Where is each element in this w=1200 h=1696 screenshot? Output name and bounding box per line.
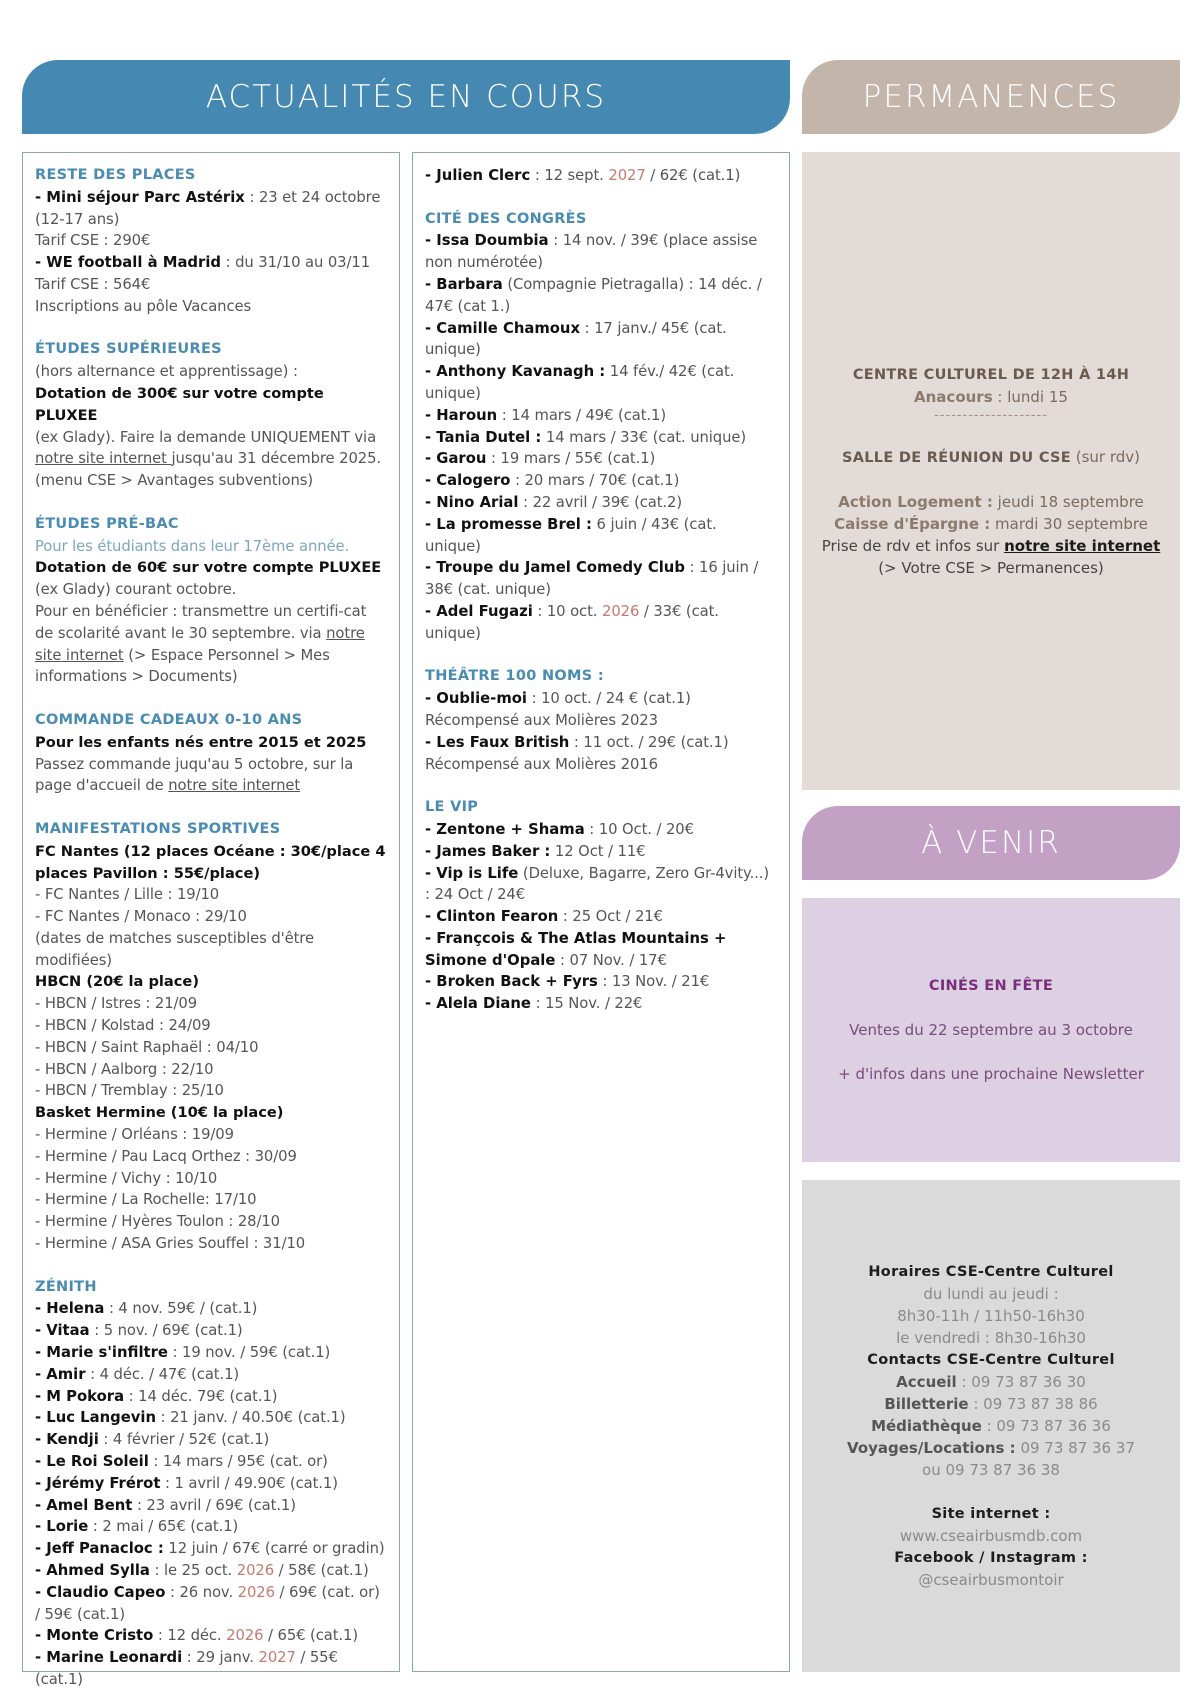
site-link[interactable]: notre site internet — [168, 777, 301, 795]
list-item: - Marie s'infiltre : 19 nov. / 59€ (cat.1) — [35, 1344, 331, 1362]
list-item: - Jérémy Frérot : 1 avril / 49.90€ (cat.1) — [35, 1474, 338, 1492]
section-heading: THÉÂTRE 100 NOMS : — [425, 668, 604, 685]
list-item: - Barbara (Compagnie Pietragalla) : 14 déc. / 47€ (cat 1.) — [425, 275, 762, 315]
section-heading: COMMANDE CADEAUX 0-10 ANS — [35, 711, 303, 728]
permanences-banner — [802, 60, 1180, 134]
subsection-title: HBCN (20€ la place) — [35, 973, 200, 991]
list-item: - Anthony Kavanagh : 14 fév./ 42€ (cat. unique) — [425, 363, 735, 402]
section-heading: ÉTUDES PRÉ-BAC — [35, 515, 179, 532]
future-year: 2026 — [226, 1627, 264, 1645]
list-item: - Alela Diane : 15 Nov. / 22€ — [425, 995, 643, 1013]
list-item: - HBCN / Saint Raphaël : 04/10 — [35, 1038, 259, 1056]
salle-reunion-line: SALLE DE RÉUNION DU CSE (sur rdv) — [841, 447, 1141, 466]
future-year: 2026 — [602, 602, 640, 620]
hours-line: 8h30-11h / 11h50-16h30 — [897, 1307, 1085, 1325]
list-item: - Le Roi Soleil : 14 mars / 95€ (cat. or) — [35, 1453, 328, 1471]
website-url[interactable]: www.cseairbusmdb.com — [899, 1527, 1083, 1545]
note-text: Inscriptions au pôle Vacances — [35, 297, 252, 315]
list-item: - Clinton Fearon : 25 Oct / 21€ — [425, 908, 663, 926]
social-heading: Facebook / Instagram : — [894, 1550, 1088, 1566]
list-item: - Marine Leonardi : 29 janv. 2027 / 55€ (cat.1) — [35, 1649, 338, 1688]
actualites-column-2 — [412, 152, 790, 1672]
phone-voyages-alt: ou 09 73 87 36 38 — [922, 1461, 1060, 1479]
list-item: - WE football à Madrid : du 31/10 au 03/11 — [35, 254, 371, 272]
list-item: - Les Faux British : 11 oct. / 29€ (cat.1) — [425, 733, 729, 751]
future-year: 2027 — [608, 167, 646, 184]
a-venir-title: À VENIR — [921, 825, 1061, 861]
actualites-title: ACTUALITÉS EN COURS — [205, 79, 607, 115]
section-etudes-pre-bac — [35, 514, 387, 688]
actualites-column-1 — [22, 152, 400, 1688]
actualites-banner — [22, 60, 790, 134]
site-heading: Site internet : — [931, 1506, 1051, 1522]
list-item: - Vip is Life (Deluxe, Bagarre, Zero Gr-4vity...) : 24 Oct / 24€ — [425, 864, 770, 904]
list-item: - Monte Cristo : 12 déc. 2026 / 65€ (cat.1) — [35, 1627, 359, 1645]
list-item: - Nino Arial : 22 avril / 39€ (cat.2) — [425, 493, 683, 511]
site-link[interactable]: notre site internet — [35, 624, 365, 664]
phone-accueil: Accueil : 09 73 87 36 30 — [896, 1373, 1086, 1391]
section-heading: CITÉ DES CONGRÈS — [425, 210, 587, 227]
list-item: - Haroun : 14 mars / 49€ (cat.1) — [425, 406, 667, 424]
list-item: - Camille Chamoux : 17 janv./ 45€ (cat. unique) — [425, 319, 727, 359]
permanences-title: PERMANENCES — [862, 79, 1120, 115]
section-manifestations-sportives — [35, 819, 387, 1255]
list-item: - Jeff Panacloc : 12 juin / 67€ (carré or gradin) — [35, 1540, 385, 1558]
list-item: - Lorie : 2 mai / 65€ (cat.1) — [35, 1518, 239, 1536]
section-le-vip — [425, 797, 777, 1015]
section-heading: ÉTUDES SUPÉRIEURES — [35, 341, 222, 358]
section-heading: ZÉNITH — [35, 1278, 97, 1295]
list-item: - Julien Clerc : 12 sept. 2027 / 62€ (cat.1) — [425, 167, 741, 184]
list-item: - Calogero : 20 mars / 70€ (cat.1) — [425, 472, 680, 490]
award-note: Récompensé aux Molières 2016 — [425, 755, 658, 773]
instructions-text: (ex Glady). Faire la demande UNIQUEMENT via notre site internet jusqu'au 31 décembre 2025. (menu CSE > Avantages subventions) — [35, 428, 382, 490]
list-item: - Amir : 4 déc. / 47€ (cat.1) — [35, 1365, 240, 1383]
instructions-text: Passez commande juqu'au 5 octobre, sur la page d'accueil de notre site internet — [35, 755, 354, 795]
list-item: - HBCN / Aalborg : 22/10 — [35, 1060, 214, 1078]
section-heading: RESTE DES PLACES — [35, 167, 196, 183]
eligibility-text: Pour les enfants nés entre 2015 et 2025 — [35, 733, 367, 751]
action-logement-line: Action Logement : jeudi 18 septembre — [838, 492, 1144, 511]
section-zenith-continued — [425, 165, 777, 187]
dotation-text: Dotation de 60€ sur votre compte PLUXEE — [35, 559, 382, 577]
list-item: - Hermine / Pau Lacq Orthez : 30/09 — [35, 1147, 297, 1165]
list-item: - Hermine / La Rochelle: 17/10 — [35, 1191, 257, 1209]
phone-billetterie: Billetterie : 09 73 87 38 86 — [884, 1395, 1098, 1413]
note-text: Pour les étudiants dans leur 17ème année. — [35, 537, 350, 555]
instructions-text: Pour en bénéficier : transmettre un certifi-cat de scolarité avant le 30 septembre. via notre site internet (> Espace Personnel > Mes informations > Documents) — [35, 602, 367, 686]
note-text: (dates de matches susceptibles d'être modifiées) — [35, 929, 314, 969]
section-commande-cadeaux — [35, 710, 387, 797]
list-item: - La promesse Brel : 6 juin / 43€ (cat. unique) — [425, 515, 717, 555]
price-text: Tarif CSE : 564€ — [35, 275, 151, 293]
list-item: - Mini séjour Parc Astérix : 23 et 24 octobre (12-17 ans) — [35, 188, 381, 228]
section-heading: MANIFESTATIONS SPORTIVES — [35, 820, 281, 837]
future-year: 2026 — [237, 1583, 275, 1601]
subsection-title: Basket Hermine (10€ la place) — [35, 1104, 284, 1122]
section-reste-des-places — [35, 165, 387, 318]
list-item: - HBCN / Kolstad : 24/09 — [35, 1017, 211, 1035]
future-year: 2027 — [258, 1649, 296, 1667]
contact-info-panel — [802, 1180, 1180, 1672]
list-item: - Zentone + Shama : 10 Oct. / 20€ — [425, 820, 694, 838]
note-text: (hors alternance et apprentissage) : — [35, 363, 298, 381]
subsection-title: FC Nantes (12 places Océane : 30€/place 4 places Pavillon : 55€/place) — [35, 842, 386, 882]
phone-voyages: Voyages/Locations : 09 73 87 36 37 — [847, 1439, 1135, 1457]
social-handle[interactable]: @cseairbusmontoir — [918, 1571, 1064, 1589]
cines-en-fete-heading: CINÉS EN FÊTE — [928, 978, 1054, 994]
contacts-heading: Contacts CSE-Centre Culturel — [867, 1352, 1115, 1368]
permanences-panel — [802, 152, 1180, 790]
list-item: - Hermine / ASA Gries Souffel : 31/10 — [35, 1235, 306, 1253]
list-item: - Oublie-moi : 10 oct. / 24 € (cat.1) — [425, 690, 691, 708]
section-etudes-superieures — [35, 339, 387, 492]
caisse-epargne-line: Caisse d'Épargne : mardi 30 septembre — [834, 514, 1148, 533]
dotation-text: Dotation de 300€ sur votre compte PLUXEE — [35, 384, 324, 424]
list-item: - Issa Doumbia : 14 nov. / 39€ (place assise non numérotée) — [425, 232, 758, 272]
section-cite-des-congres — [425, 209, 777, 645]
prise-rdv-line: Prise de rdv et infos sur notre site internet — [821, 536, 1161, 555]
future-year: 2026 — [236, 1562, 275, 1579]
permanences-path: (> Votre CSE > Permanences) — [878, 558, 1104, 577]
list-item: - Kendji : 4 février / 52€ (cat.1) — [35, 1431, 270, 1449]
section-theatre-100-noms — [425, 666, 777, 775]
list-item: - HBCN / Tremblay : 25/10 — [35, 1082, 224, 1100]
a-venir-banner — [802, 806, 1180, 880]
award-note: Récompensé aux Molières 2023 — [425, 711, 658, 729]
dashed-divider: -------------------- — [934, 407, 1048, 423]
horaires-heading: Horaires CSE-Centre Culturel — [868, 1264, 1114, 1280]
list-item: - Françcois & The Atlas Mountains + Simone d'Opale : 07 Nov. / 17€ — [425, 929, 727, 969]
list-item: - James Baker : 12 Oct / 11€ — [425, 842, 646, 860]
ventes-dates: Ventes du 22 septembre au 3 octobre — [849, 1021, 1133, 1039]
list-item: - Vitaa : 5 nov. / 69€ (cat.1) — [35, 1322, 243, 1340]
list-item: - Amel Bent : 23 avril / 69€ (cat.1) — [35, 1496, 296, 1514]
list-item: - Claudio Capeo : 26 nov. 2026 / 69€ (cat. or) / 59€ (cat.1) — [35, 1583, 380, 1623]
a-venir-panel — [802, 898, 1180, 1162]
list-item: - Hermine / Orléans : 19/09 — [35, 1126, 234, 1144]
newsletter-note: + d'infos dans une prochaine Newsletter — [838, 1065, 1144, 1083]
section-heading: LE VIP — [425, 799, 479, 816]
list-item: - Ahmed Sylla : le 25 oct. 2026 / 58€ (cat.1) — [35, 1562, 369, 1579]
list-item: - Hermine / Hyères Toulon : 28/10 — [35, 1213, 280, 1231]
list-item: - Garou : 19 mars / 55€ (cat.1) — [425, 450, 656, 468]
list-item: - Broken Back + Fyrs : 13 Nov. / 21€ — [425, 973, 710, 991]
site-link[interactable]: notre site internet — [35, 450, 172, 468]
anacours-line: Anacours : lundi 15 — [914, 387, 1068, 406]
centre-culturel-heading: CENTRE CULTUREL DE 12H À 14H — [852, 366, 1130, 383]
price-text: Tarif CSE : 290€ — [35, 232, 151, 250]
list-item: - Troupe du Jamel Comedy Club : 16 juin / 38€ (cat. unique) — [425, 559, 759, 599]
list-item: - Helena : 4 nov. 59€ / (cat.1) — [35, 1300, 258, 1318]
list-item: - Tania Dutel : 14 mars / 33€ (cat. unique) — [425, 428, 747, 446]
list-item: - Adel Fugazi : 10 oct. 2026 / 33€ (cat. unique) — [425, 602, 719, 642]
hours-line: du lundi au jeudi : — [923, 1285, 1059, 1303]
list-item: - FC Nantes / Lille : 19/10 — [35, 886, 220, 904]
list-item: - FC Nantes / Monaco : 29/10 — [35, 908, 247, 926]
note-text: (ex Glady) courant octobre. — [35, 581, 237, 599]
list-item: - Luc Langevin : 21 janv. / 40.50€ (cat.1) — [35, 1409, 346, 1427]
list-item: - M Pokora : 14 déc. 79€ (cat.1) — [35, 1387, 278, 1405]
hours-line: le vendredi : 8h30-16h30 — [896, 1329, 1086, 1347]
site-link[interactable]: notre site internet — [1004, 536, 1161, 555]
list-item: - HBCN / Istres : 21/09 — [35, 995, 198, 1013]
section-zenith — [35, 1277, 387, 1691]
phone-mediatheque: Médiathèque : 09 73 87 36 36 — [871, 1417, 1111, 1435]
list-item: - Hermine / Vichy : 10/10 — [35, 1169, 218, 1187]
